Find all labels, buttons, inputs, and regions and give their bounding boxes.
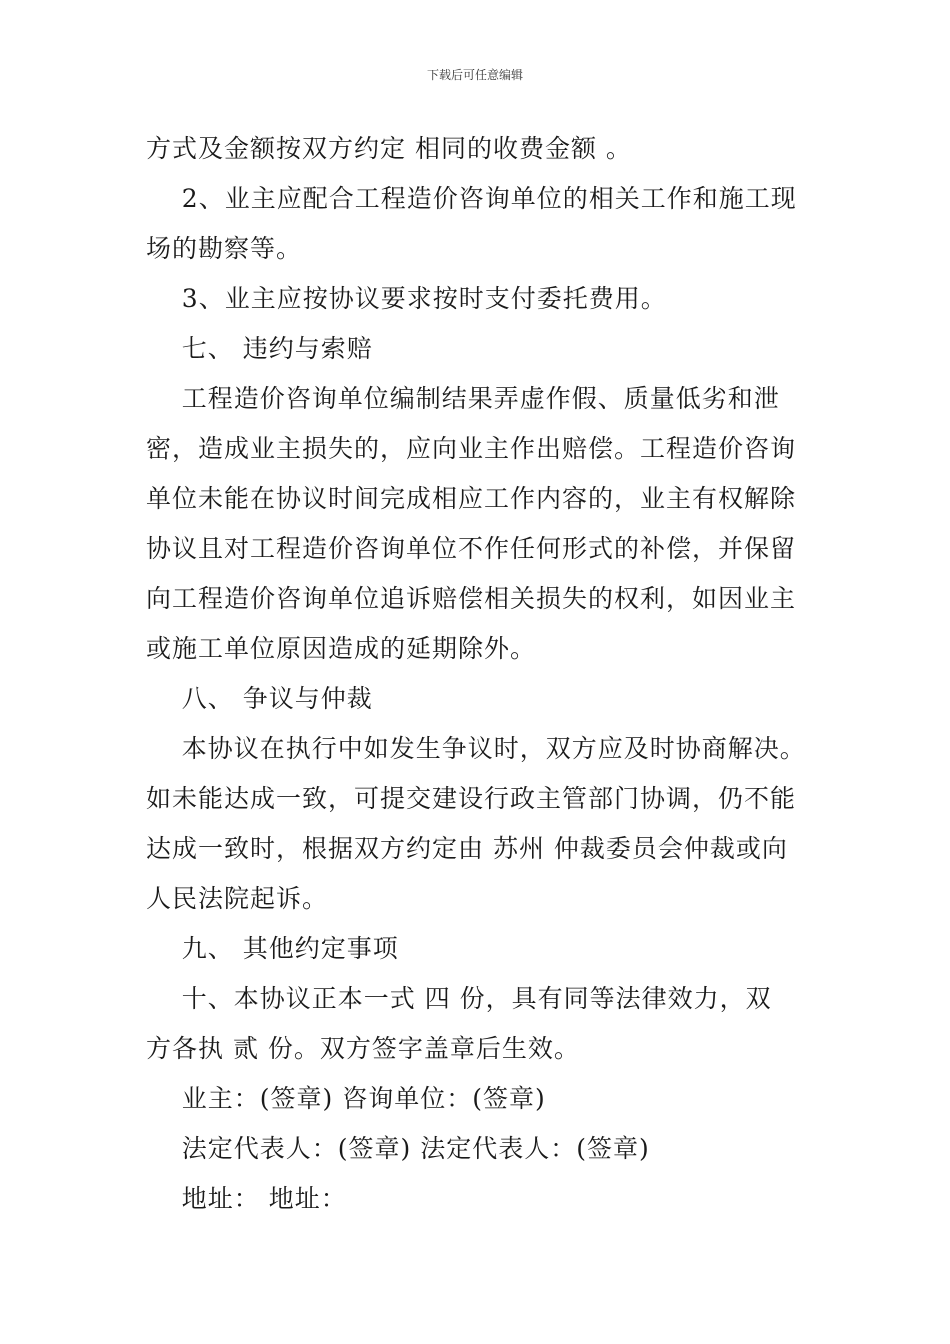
address-line: 地址： 地址： (146, 1184, 347, 1213)
text-line: 工程造价咨询单位编制结果弄虚作假、质量低劣和泄 (146, 384, 780, 413)
text-line: 场的勘察等。 (146, 234, 303, 263)
section-heading: 八、 争议与仲裁 (146, 684, 373, 713)
text-line: 方各执 贰 份。双方签字盖章后生效。 (146, 1034, 580, 1063)
text-line: 本协议在执行中如发生争议时，双方应及时协商解决。 (146, 734, 806, 763)
signature-line: 业主：(签章) 咨询单位：(签章) (146, 1084, 546, 1113)
signature-line: 法定代表人：(签章) 法定代表人：(签章) (146, 1134, 650, 1163)
text-line: 十、本协议正本一式 四 份，具有同等法律效力，双 (146, 984, 772, 1013)
text-line: 或施工单位原因造成的延期除外。 (146, 634, 537, 663)
text-line: 人民法院起诉。 (146, 884, 329, 913)
text-line: 3、业主应按协议要求按时支付委托费用。 (146, 284, 667, 313)
text-line: 2、业主应配合工程造价咨询单位的相关工作和施工现 (146, 184, 797, 213)
section-heading: 九、 其他约定事项 (146, 934, 399, 963)
text-line: 方式及金额按双方约定 相同的收费金额 。 (146, 134, 632, 163)
text-line: 达成一致时，根据双方约定由 苏州 仲裁委员会仲裁或向 (146, 834, 788, 863)
text-line: 单位未能在协议时间完成相应工作内容的，业主有权解除 (146, 484, 797, 513)
text-line: 密，造成业主损失的，应向业主作出赔偿。工程造价咨询 (146, 434, 797, 463)
section-heading: 七、 违约与索赔 (146, 334, 373, 363)
text-line: 如未能达成一致，可提交建设行政主管部门协调，仍不能 (146, 784, 797, 813)
text-line: 向工程造价咨询单位追诉赔偿相关损失的权利，如因业主 (146, 584, 797, 613)
text-line: 协议且对工程造价咨询单位不作任何形式的补偿，并保留 (146, 534, 797, 563)
page-header-note: 下载后可任意编辑 (426, 68, 523, 82)
